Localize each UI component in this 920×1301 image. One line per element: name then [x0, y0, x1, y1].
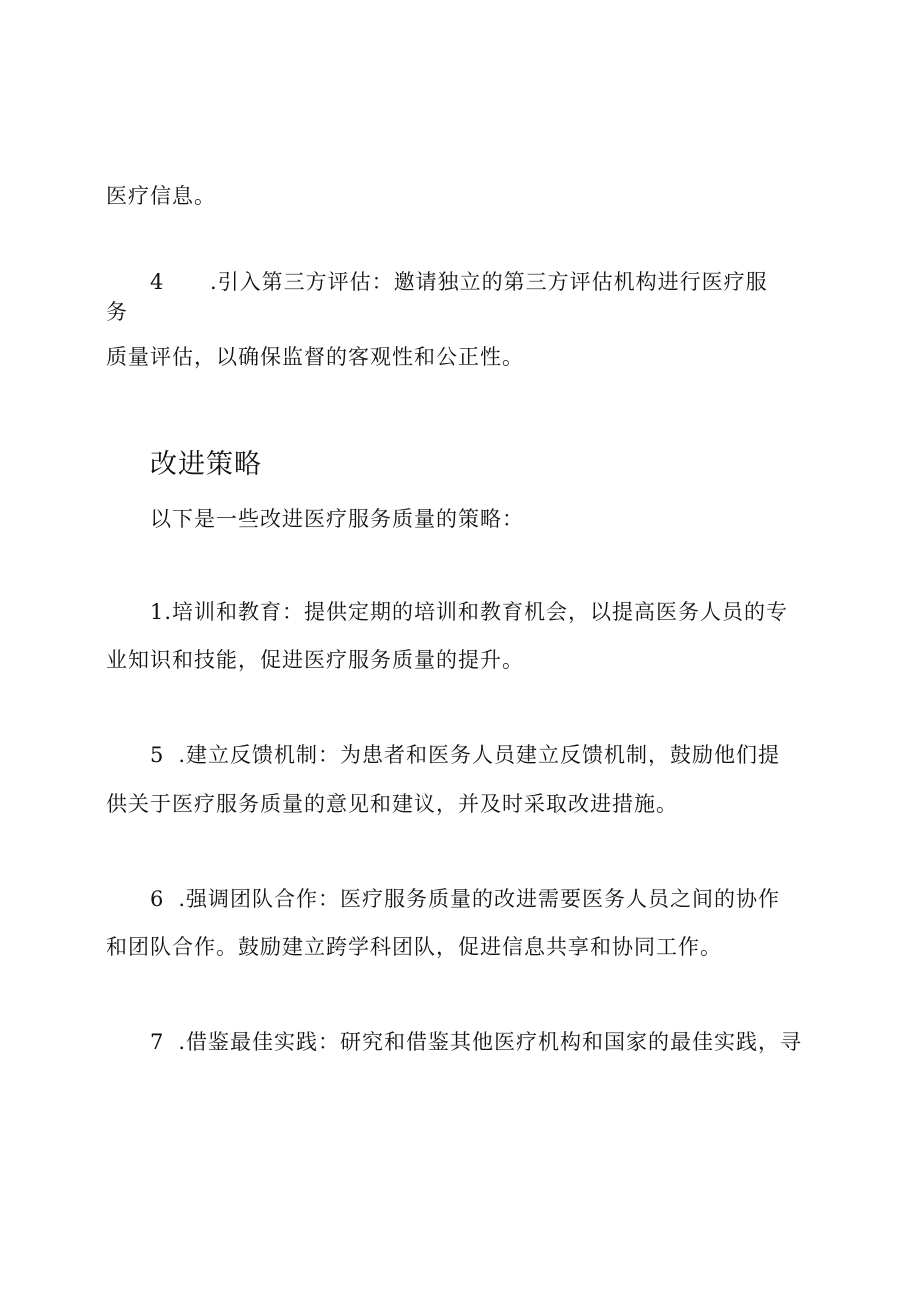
list-item-text: .借鉴最佳实践：研究和借鉴其他医疗机构和国家的最佳实践，寻 — [178, 1030, 803, 1054]
intro-paragraph: 以下是一些改进医疗服务质量的策略： — [150, 507, 524, 531]
list-item-number: 5 — [150, 743, 165, 767]
list-item-1-line1: 1.培训和教育：提供定期的培训和教育机会，以提高医务人员的专 — [150, 600, 789, 624]
list-item-number: 4 — [150, 270, 165, 294]
list-item-text: .建立反馈机制：为患者和医务人员建立反馈机制，鼓励他们提 — [178, 743, 781, 767]
list-item-5-line2: 供关于医疗服务质量的意见和建议，并及时采取改进措施。 — [106, 792, 678, 816]
list-item-number: 7 — [150, 1030, 165, 1054]
list-item-text: .强调团队合作：医疗服务质量的改进需要医务人员之间的协作 — [178, 887, 781, 911]
list-item-4-line3: 质量评估，以确保监督的客观性和公正性。 — [106, 345, 524, 369]
paragraph-line: 医疗信息。 — [106, 184, 216, 208]
list-item-7-line1 — [150, 1028, 802, 1056]
list-item-4-line1 — [150, 268, 768, 296]
list-item-6-line1 — [150, 885, 780, 913]
list-item-1-line2: 业知识和技能，促进医疗服务质量的提升。 — [106, 648, 524, 672]
list-item-number: 6 — [150, 887, 165, 911]
section-heading: 改进策略 — [150, 449, 262, 480]
list-item-6-line2: 和团队合作。鼓励建立跨学科团队，促进信息共享和协同工作。 — [106, 935, 722, 959]
list-item-4-line2: 务 — [106, 300, 128, 324]
list-item-5-line1 — [150, 741, 780, 769]
list-item-text: .引入第三方评估：邀请独立的第三方评估机构进行医疗服 — [210, 270, 768, 294]
